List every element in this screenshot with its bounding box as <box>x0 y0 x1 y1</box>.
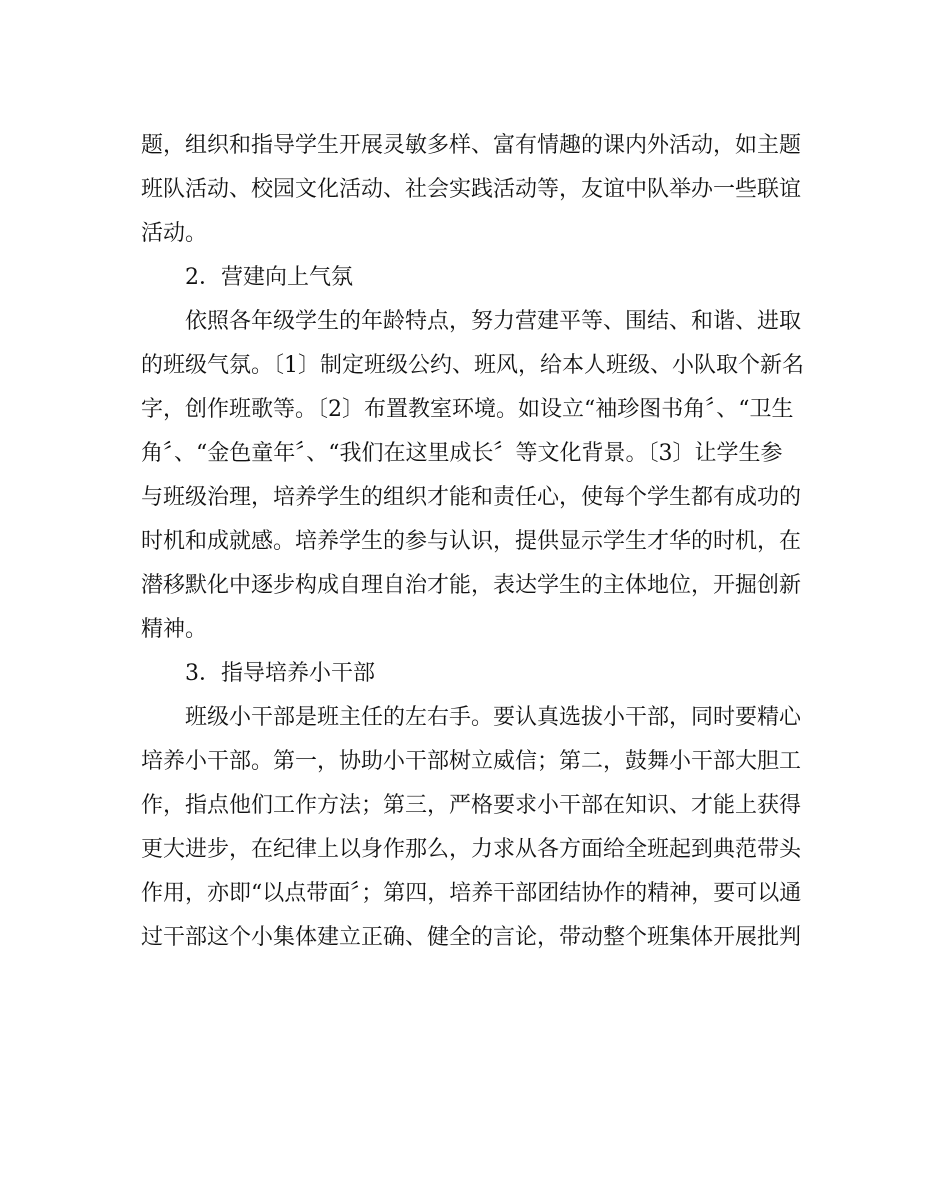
text-line: 作，指点他们工作方法；第三，严格要求小干部在知识、才能上获得 <box>141 793 802 818</box>
text-line: 的班级气氛。〔1〕制定班级公约、班风，给本人班级、小队取个新名 <box>141 353 804 378</box>
text-line: 活动。 <box>141 221 208 246</box>
text-line: 培养小干部。第一，协助小干部树立威信；第二，鼓舞小干部大胆工 <box>141 749 802 774</box>
text-line: 与班级治理，培养学生的组织才能和责任心，使每个学生都有成功的 <box>141 485 802 510</box>
text-line: 过干部这个小集体建立正确、健全的言论，带动整个班集体开展批判 <box>141 925 802 950</box>
section-heading: 2．营建向上气氛 <box>185 265 353 290</box>
text-line: 字，创作班歌等。〔2〕布置教室环境。如设立“袖珍图书角〞、“卫生 <box>141 397 794 422</box>
text-line: 潜移默化中逐步构成自理自治才能，表达学生的主体地位，开掘创新 <box>141 573 802 598</box>
document-body <box>141 124 809 960</box>
paragraph-first-line: 班级小干部是班主任的左右手。要认真选拔小干部，同时要精心 <box>185 705 802 730</box>
text-line: 时机和成就感。培养学生的参与认识，提供显示学生才华的时机，在 <box>141 529 802 554</box>
section-heading: 3．指导培养小干部 <box>185 661 375 686</box>
text-line: 作用，亦即“以点带面〞；第四，培养干部团结协作的精神，要可以通 <box>141 881 802 906</box>
text-line: 题，组织和指导学生开展灵敏多样、富有情趣的课内外活动，如主题 <box>141 133 802 158</box>
text-line: 班队活动、校园文化活动、社会实践活动等，友谊中队举办一些联谊 <box>141 177 802 202</box>
text-line: 更大进步，在纪律上以身作那么，力求从各方面给全班起到典范带头 <box>141 837 802 862</box>
paragraph-first-line: 依照各年级学生的年龄特点，努力营建平等、围结、和谐、进取 <box>185 309 802 334</box>
text-line: 精神。 <box>141 617 208 642</box>
text-line: 角〞、“金色童年〞、“我们在这里成长〞等文化背景。〔3〕让学生参 <box>141 441 783 466</box>
